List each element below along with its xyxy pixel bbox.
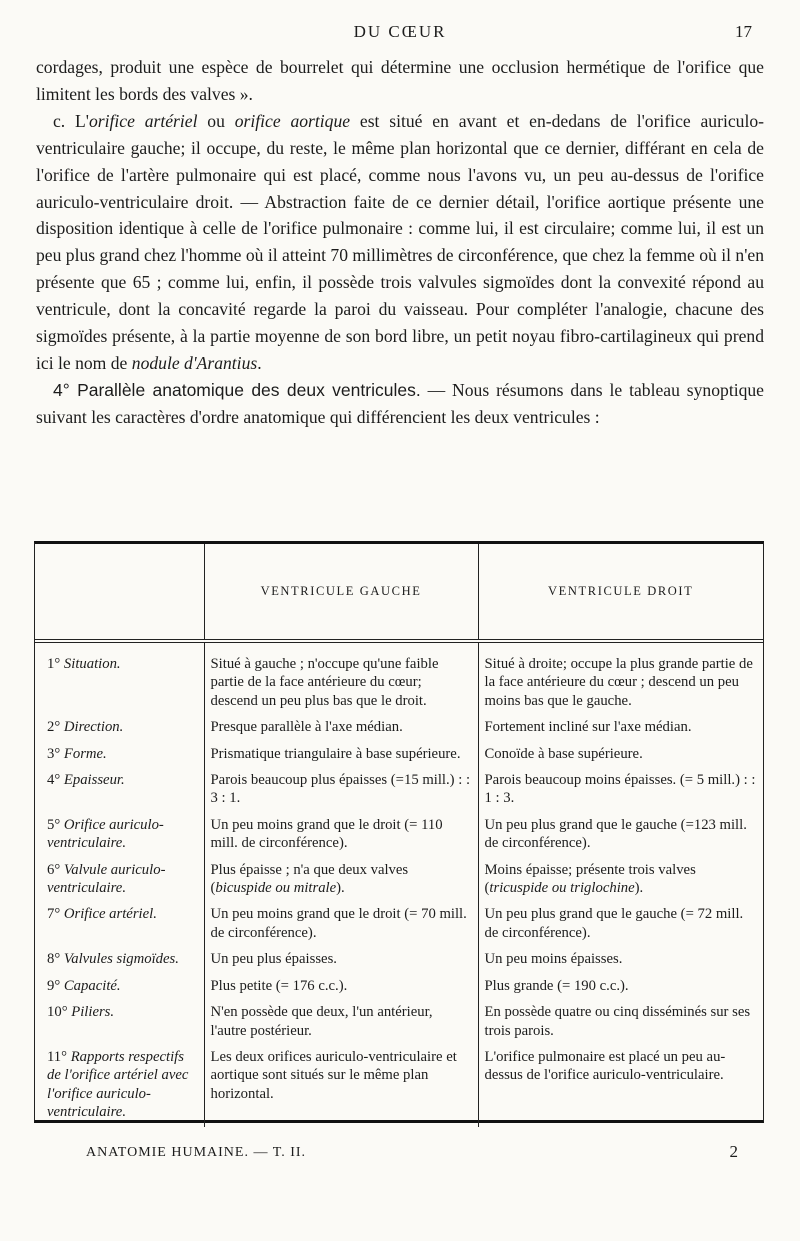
left-cell: Situé à gauche ; n'occupe qu'une faible partie de la face antérieure du cœur; descend un peu plus bas que le droit. [204, 641, 478, 715]
header-blank [35, 544, 204, 641]
running-head [0, 22, 800, 46]
row-label: 2° Direction. [47, 719, 124, 736]
page-number: 17 [735, 22, 752, 41]
right-cell: Fortement incliné sur l'axe médian. [478, 715, 763, 741]
row-label: 7° Orifice artériel. [47, 906, 157, 923]
footer-sheet-number: 2 [729, 1142, 738, 1161]
table-row [35, 641, 763, 715]
table-row [35, 1045, 763, 1127]
row-label: 8° Valvules sigmoïdes. [47, 951, 179, 968]
left-cell: Un peu moins grand que le droit (= 70 mill. de circonférence). [204, 902, 478, 947]
header-ventricule-gauche: VENTRICULE GAUCHE [204, 544, 478, 641]
table-row [35, 902, 763, 947]
paragraph-end: . [257, 352, 262, 373]
left-cell: Plus petite (= 176 c.c.). [204, 974, 478, 1000]
table-row [35, 813, 763, 858]
left-cell: Un peu moins grand que le droit (= 110 mill. de circonférence). [204, 813, 478, 858]
right-cell: Un peu plus grand que le gauche (=123 mill. de circonférence). [478, 813, 763, 858]
paragraph-connector: ou [197, 110, 235, 131]
left-cell: N'en possède que deux, l'un antérieur, l'autre postérieur. [204, 1000, 478, 1045]
paragraph-parallele [36, 377, 764, 431]
footer-signature: ANATOMIE HUMAINE. — T. II. [86, 1145, 307, 1160]
section-title: 4° Parallèle anatomique des deux ventricules. [53, 379, 421, 400]
term-orifice-arteriel: orifice artériel [88, 110, 198, 131]
row-label: 11° Rapports respectifs de l'orifice artériel avec l'orifice auriculo-ventriculaire. [47, 1048, 189, 1121]
right-cell: Parois beaucoup moins épaisses. (= 5 mill.) : : 1 : 3. [478, 768, 763, 813]
term-orifice-aortique: orifice aortique [234, 110, 351, 131]
right-cell: Un peu moins épaisses. [478, 947, 763, 973]
left-cell: Parois beaucoup plus épaisses (=15 mill.) : : 3 : 1. [204, 768, 478, 813]
row-label: 1° Situation. [47, 656, 121, 672]
right-cell: Moins épaisse; présente trois valves (tricuspide ou triglochine). [478, 858, 763, 903]
paragraph-body: est situé en avant et en-dedans de l'orifice auriculo-ventriculaire gauche; il occupe, du reste, le même plan horizontal que ce dernier, différant en cela de l'orifice de l'artère pulmonaire qui est placé, comme nous l'avons vu, un peu au-dessus de l'orifice auriculo-ventriculaire droit. — Abstraction faite de ce dernier détail, l'orifice aortique présente une disposition identique à celle de l'orifice pulmonaire : comme lui, il est circulaire; comme lui, il est un peu plus grand chez l'homme où il atteint 70 millimètres de circonférence, que chez la femme où il n'en présente que 65 ; comme lui, enfin, il possède trois valvules sigmoïdes dont la convexité répond au ventricule, dont la concavité regarde la paroi du vaisseau. Pour compléter l'analogie, chacune des sigmoïdes présente, à la partie moyenne de son bord libre, un petit noyau fibro-cartilagineux qui prend ici le nom de [36, 110, 765, 373]
right-cell: En possède quatre ou cinq disséminés sur ses trois parois. [478, 1000, 763, 1045]
right-cell: Conoïde à base supérieure. [478, 742, 763, 768]
paragraph-continuation: cordages, produit une espèce de bourrelet qui détermine une occlusion hermétique de l'orifice que limitent les bords des valves ». [36, 57, 764, 104]
term-nodule-arantius: nodule d'Arantius [131, 352, 258, 373]
table-row [35, 947, 763, 973]
table-row [35, 715, 763, 741]
table-row [35, 1000, 763, 1045]
row-label: 4° Epaisseur. [47, 772, 125, 789]
row-label: 6° Valvule auriculo-ventriculaire. [47, 861, 166, 897]
right-cell: L'orifice pulmonaire est placé un peu au-dessus de l'orifice auriculo-ventriculaire. [478, 1045, 763, 1127]
paragraph-orifice-arteriel [36, 108, 764, 377]
table-row [35, 742, 763, 768]
left-cell: Presque parallèle à l'axe médian. [204, 715, 478, 741]
row-label: 9° Capacité. [47, 977, 121, 994]
left-cell: Un peu plus épaisses. [204, 947, 478, 973]
synoptic-table [34, 541, 764, 1123]
left-cell: Plus épaisse ; n'a que deux valves (bicuspide ou mitrale). [204, 858, 478, 903]
running-head-title: DU CŒUR [353, 22, 447, 41]
header-ventricule-droit: VENTRICULE DROIT [478, 544, 763, 641]
left-cell: Prismatique triangulaire à base supérieure. [204, 742, 478, 768]
right-cell: Un peu plus grand que le gauche (= 72 mill. de circonférence). [478, 902, 763, 947]
right-cell: Situé à droite; occupe la plus grande partie de la face antérieure du cœur ; descend un peu moins bas que le gauche. [478, 641, 763, 715]
row-label: 10° Piliers. [47, 1004, 115, 1021]
table-row [35, 768, 763, 813]
row-label: 5° Orifice auriculo-ventriculaire. [47, 816, 164, 852]
body-text [36, 54, 764, 431]
right-cell: Plus grande (= 190 c.c.). [478, 974, 763, 1000]
table-row [35, 858, 763, 903]
left-cell: Les deux orifices auriculo-ventriculaire et aortique sont situés sur le même plan horizontal. [204, 1045, 478, 1127]
section-intro: — Nous résumons dans le tableau synoptique suivant les caractères d'ordre anatomique qui différencient les deux ventricules : [36, 379, 764, 427]
row-label: 3° Forme. [47, 745, 107, 762]
paragraph-lead: c. L' [53, 110, 89, 131]
table-row [35, 974, 763, 1000]
